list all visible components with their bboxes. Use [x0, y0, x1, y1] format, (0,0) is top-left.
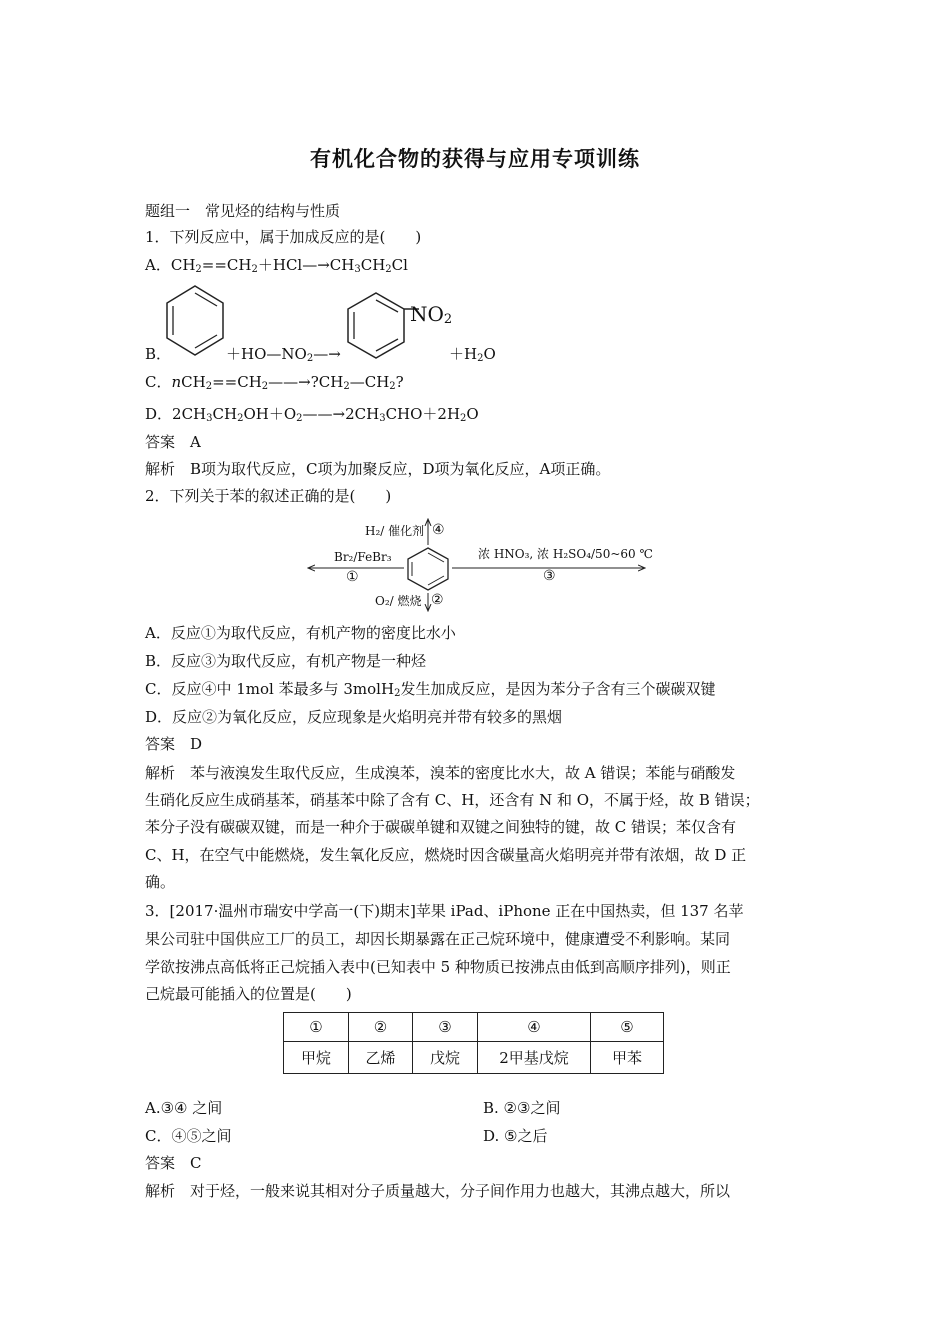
- table-cell: 甲苯: [591, 1042, 664, 1074]
- table-cell: 甲烷: [284, 1042, 349, 1074]
- q3-analysis: 解析 对于烃，一般来说其相对分子质量越大，分子间作用力也越大，其沸点越大，所以: [145, 1182, 731, 1200]
- boiling-point-table: [283, 1012, 664, 1074]
- q3-option-c: C．④⑤之间: [145, 1127, 232, 1145]
- table-cell: 戊烷: [413, 1042, 478, 1074]
- nitro-group-label: $NO_2$: [410, 302, 453, 327]
- page-title: 有机化合物的获得与应用专项训练: [310, 147, 640, 171]
- table-cell: ①: [284, 1013, 349, 1042]
- q3-option-a: A.③④ 之间: [145, 1099, 223, 1117]
- q2-answer: 答案 D: [145, 735, 203, 753]
- diagram-left-label: Br₂/FeBr₃: [334, 550, 392, 564]
- q3-answer: 答案 C: [145, 1154, 202, 1172]
- q2-analysis-line: 苯分子没有碳碳双键，而是一种介于碳碳单键和双键之间独特的键，故 C 错误；苯仅含有: [145, 818, 737, 836]
- diagram-right-num: ③: [543, 568, 556, 584]
- table-header-row: [284, 1013, 664, 1042]
- benzene-reaction-diagram: [300, 515, 660, 615]
- q3-option-b: B. ②③之间: [483, 1099, 561, 1117]
- table-cell: 2甲基戊烷: [478, 1042, 591, 1074]
- diagram-top-label: H₂/ 催化剂: [365, 524, 425, 538]
- q3-option-d: D. ⑤之后: [483, 1127, 548, 1145]
- table-cell: 乙烯: [349, 1042, 413, 1074]
- diagram-bottom-label: O₂/ 燃烧: [375, 594, 422, 608]
- q1-answer: 答案 A: [145, 433, 201, 451]
- q1-option-d: D．$2CH_3CH_2OH+O_2——\to 2CH_3CHO+2H_2O$: [145, 405, 479, 424]
- q3-stem-line: 果公司驻中国供应工厂的员工，却因长期暴露在正己烷环境中，健康遭受不利影响。某同: [145, 930, 731, 948]
- table-row: [284, 1042, 664, 1074]
- q2-analysis-line: 生硝化反应生成硝基苯，硝基苯中除了含有 C、H，还含有 N 和 O，不属于烃，故 B 错误；: [145, 791, 760, 809]
- q2-stem: 2．下列关于苯的叙述正确的是( ): [145, 487, 392, 505]
- diagram-bottom-num: ②: [431, 592, 444, 608]
- q1-option-c: C．$nCH_2==CH_2——\to?CH_2—CH_2$?: [145, 373, 404, 392]
- diagram-right-label: 浓 HNO₃, 浓 H₂SO₄/50~60 ℃: [478, 547, 653, 561]
- q2-analysis-line: C、H，在空气中能燃烧，发生氧化反应，燃烧时因含碳量高火焰明亮并带有浓烟，故 D 正: [145, 846, 747, 864]
- q3-stem-line: 己烷最可能插入的位置是( ): [145, 985, 352, 1003]
- diagram-top-num: ④: [432, 522, 445, 538]
- q1-option-a: A．$CH_2==CH_2+HCl—\to CH_3CH_2Cl$: [145, 256, 408, 275]
- q2-analysis-line: 解析 苯与液溴发生取代反应，生成溴苯，溴苯的密度比水大，故 A 错误；苯能与硝酸发: [145, 764, 736, 782]
- q1-stem: 1．下列反应中，属于加成反应的是( ): [145, 228, 422, 246]
- q3-stem-line: 3．[2017·温州市瑞安中学高一(下)期末]苹果 iPad、iPhone 正在中国热卖，但 137 名苹: [145, 902, 744, 920]
- table-cell: ②: [349, 1013, 413, 1042]
- q1-analysis: 解析 B项为取代反应，C项为加聚反应，D项为氧化反应，A项正确。: [145, 460, 611, 478]
- q1-option-b-label: B．: [145, 345, 172, 363]
- group-heading: 题组一 常见烃的结构与性质: [145, 202, 341, 220]
- table-cell: ⑤: [591, 1013, 664, 1042]
- q1-option-b-water: $+H_2O$: [449, 345, 496, 364]
- q2-analysis-line: 确。: [145, 873, 176, 891]
- q2-option-c: C．反应④中 1mol 苯最多与 3molH$_2$发生加成反应，是因为苯分子含有三个碳碳双键: [145, 680, 716, 699]
- q3-stem-line: 学欲按沸点高低将正己烷插入表中(已知表中 5 种物质已按沸点由低到高顺序排列)，则正: [145, 958, 731, 976]
- q2-option-b: B．反应③为取代反应，有机产物是一种烃: [145, 652, 427, 670]
- diagram-left-num: ①: [346, 569, 359, 585]
- table-cell: ④: [478, 1013, 591, 1042]
- q2-option-a: A．反应①为取代反应，有机产物的密度比水小: [145, 624, 456, 642]
- table-cell: ③: [413, 1013, 478, 1042]
- q2-option-d: D．反应②为氧化反应，反应现象是火焰明亮并带有较多的黑烟: [145, 708, 563, 726]
- q1-option-b-reagent: $+HO—NO_2—\to$: [226, 345, 341, 364]
